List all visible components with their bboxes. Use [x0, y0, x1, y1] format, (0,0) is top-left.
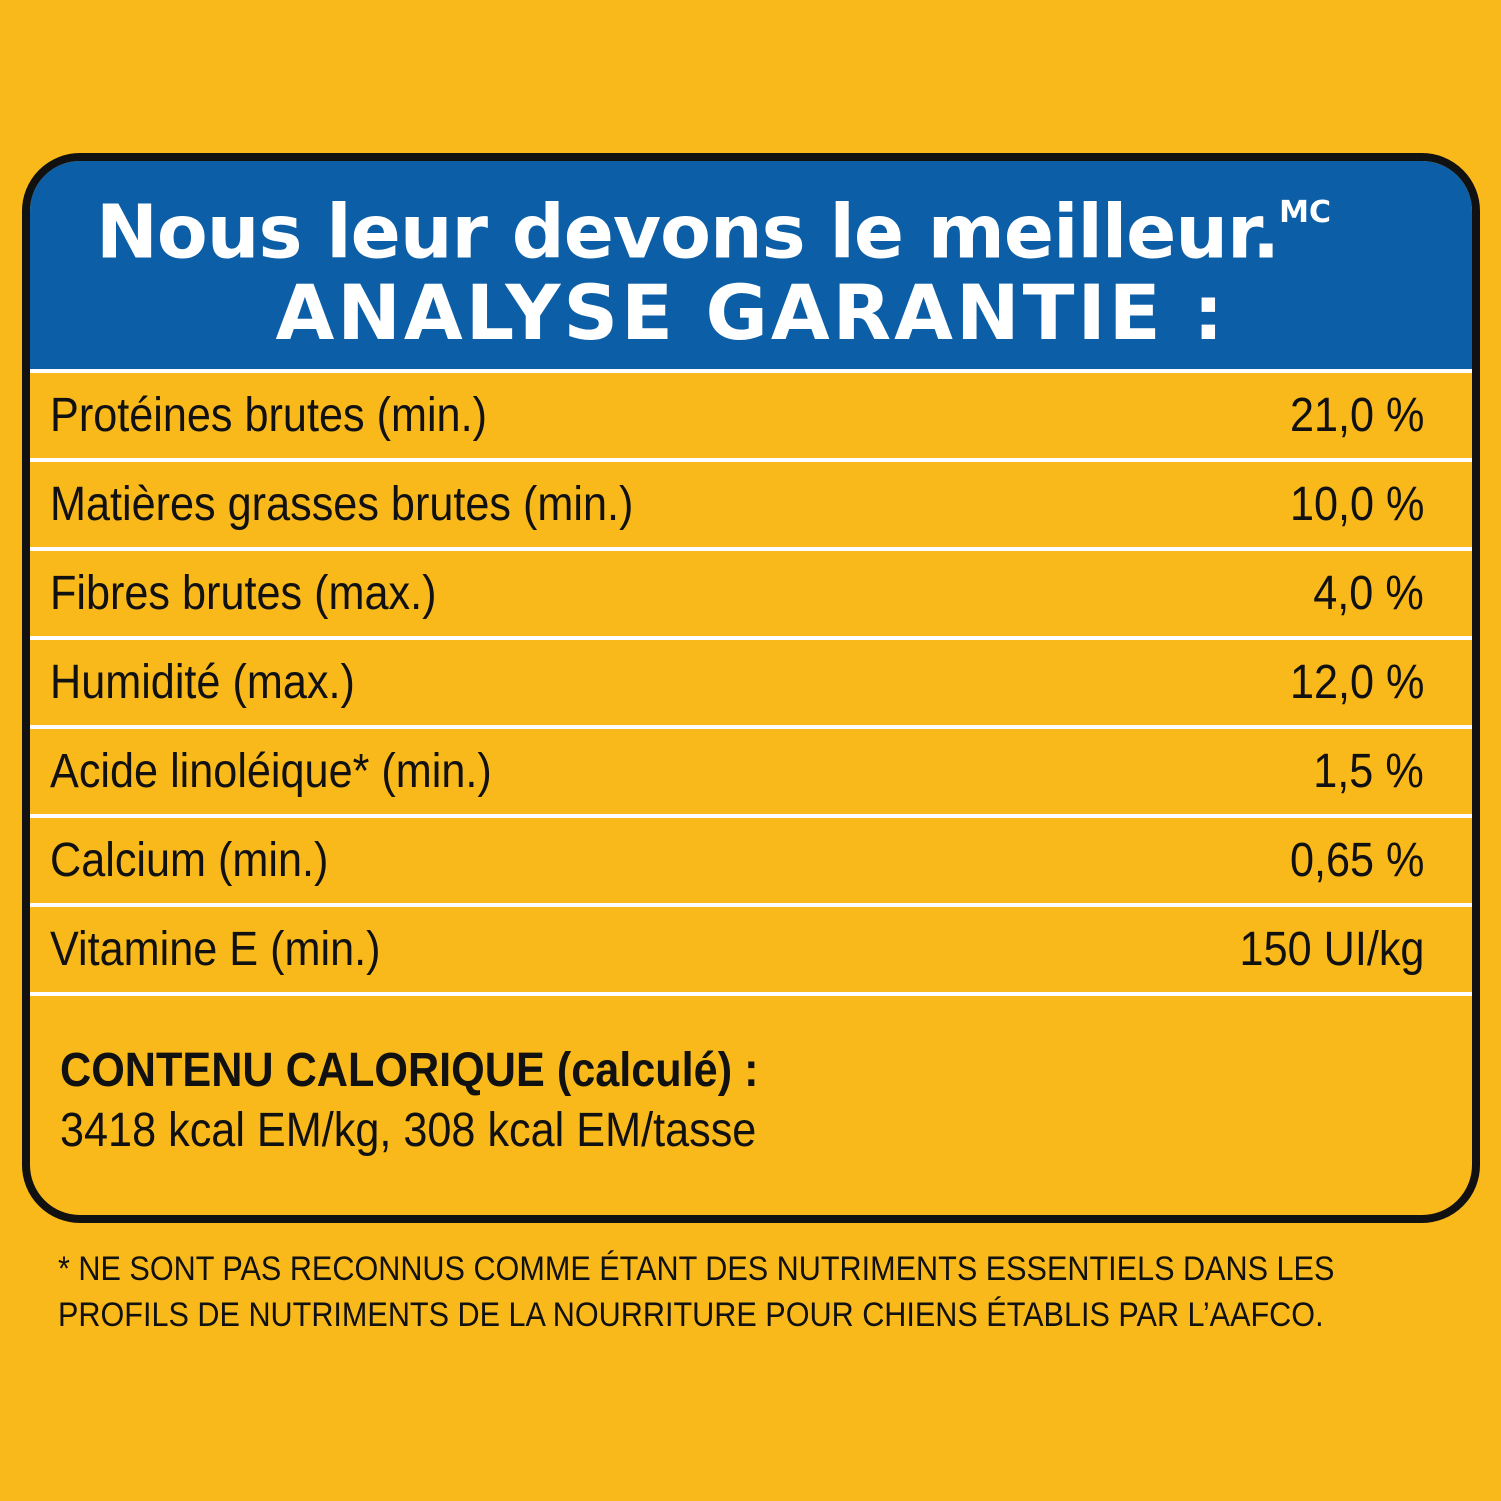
table-row — [30, 640, 1472, 729]
calorie-content — [60, 1041, 758, 1161]
calorie-title — [60, 1041, 758, 1101]
nutrient-label: Protéines brutes (min.) — [50, 389, 487, 442]
footnote-line: PROFILS DE NUTRIMENTS DE LA NOURRITURE POUR CHIENS ÉTABLIS PAR L’AAFCO. — [58, 1296, 1324, 1334]
table-row — [30, 818, 1472, 907]
analysis-title: ANALYSE GARANTIE : — [275, 268, 1227, 357]
guaranteed-analysis-panel — [22, 153, 1480, 1223]
table-row — [30, 462, 1472, 551]
table-row — [30, 907, 1472, 996]
nutrient-value: 150 UI/kg — [1239, 923, 1424, 976]
footnote — [58, 1246, 1334, 1338]
calorie-value: 3418 kcal EM/kg, 308 kcal EM/tasse — [60, 1104, 757, 1157]
nutrient-label: Acide linoléique* (min.) — [50, 745, 492, 798]
nutrient-label: Matières grasses brutes (min.) — [50, 478, 634, 531]
table-row — [30, 373, 1472, 462]
nutrient-value: 10,0 % — [1289, 478, 1424, 531]
footnote-line: * NE SONT PAS RECONNUS COMME ÉTANT DES NUTRIMENTS ESSENTIELS DANS LES — [58, 1250, 1335, 1288]
table-row — [30, 729, 1472, 818]
table-row — [30, 551, 1472, 640]
nutrient-value: 0,65 % — [1289, 834, 1424, 887]
nutrient-label: Calcium (min.) — [50, 834, 329, 887]
trademark-mark: MC — [1279, 195, 1331, 230]
panel-header — [30, 161, 1472, 373]
nutrient-label: Humidité (max.) — [50, 656, 355, 709]
nutrient-value: 21,0 % — [1289, 389, 1424, 442]
tagline-text: Nous leur devons le meilleur. — [96, 189, 1280, 276]
nutrient-label: Vitamine E (min.) — [50, 923, 381, 976]
nutrient-label: Fibres brutes (max.) — [50, 567, 437, 620]
analysis-table — [30, 373, 1472, 996]
calorie-heading: CONTENU CALORIQUE — [60, 1044, 545, 1097]
nutrient-value: 12,0 % — [1289, 656, 1424, 709]
nutrient-value: 1,5 % — [1313, 745, 1424, 798]
nutrient-value: 4,0 % — [1313, 567, 1424, 620]
calorie-qualifier: (calculé) : — [556, 1044, 759, 1097]
